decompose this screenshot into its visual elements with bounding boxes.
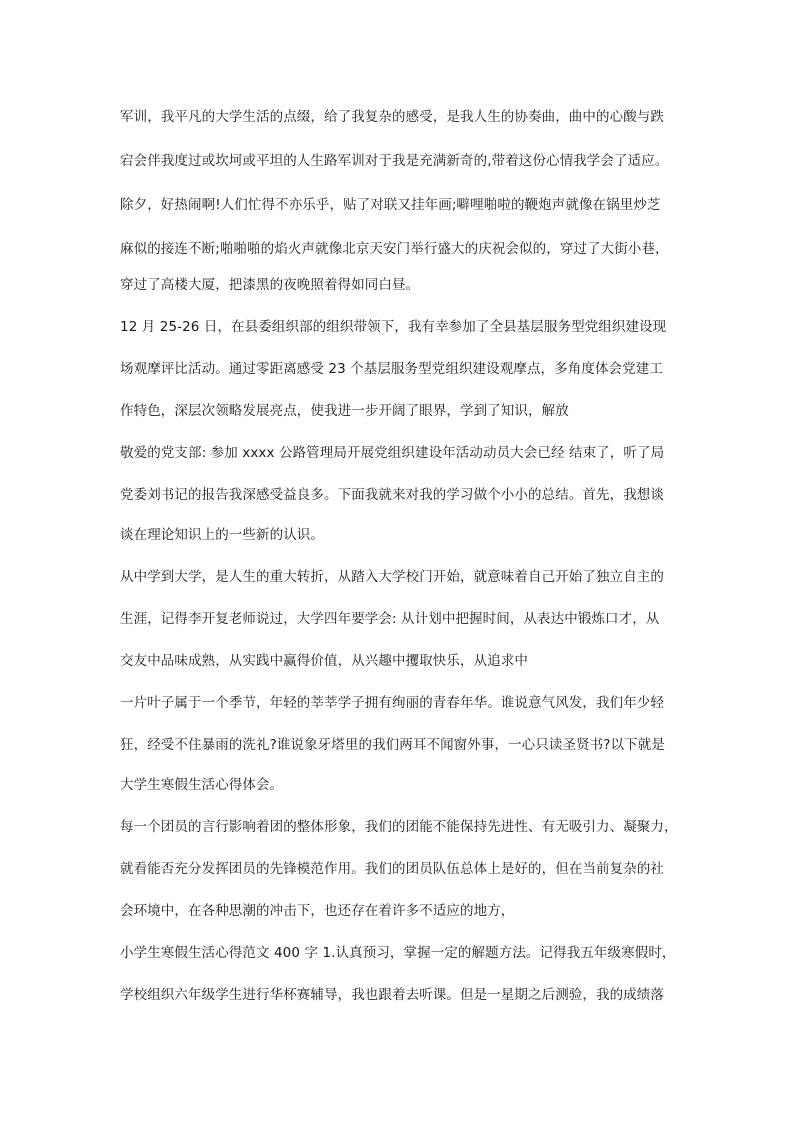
text-line: 军训，我平凡的大学生活的点缀，给了我复杂的感受，是我人生的协奏曲，曲中的心酸与跌	[120, 109, 664, 125]
text-line: 每一个团员的言行影响着团的整体形象，我们的团能不能保持先进性、有无吸引力、凝聚力，	[120, 819, 678, 835]
text-line: 小学生寒假生活心得范文 400 字 1.认真预习，掌握一定的解题方法。记得我五年级寒假时，	[120, 945, 676, 961]
text-line: 谈在理论知识上的一些新的认识。	[120, 527, 324, 543]
text-line: 大学生寒假生活心得体会。	[120, 777, 284, 793]
text-line: 一片叶子属于一个季节，年轻的莘莘学子拥有绚丽的青春年华。谁说意气风发，我们年少轻	[120, 695, 664, 711]
text-line: 作特色，深层次领略发展亮点，使我进一步开阔了眼界，学到了知识，解放	[120, 403, 569, 419]
text-line: 就看能否充分发挥团员的先锋模范作用。我们的团员队伍总体上是好的，但在当前复杂的社	[120, 861, 664, 877]
text-line: 12 月 25-26 日，在县委组织部的组织带领下，我有幸参加了全县基层服务型党组织建设现	[120, 319, 667, 335]
text-line: 宕会伴我度过或坎坷或平坦的人生路军训对于我是充满新奇的,带着这份心情我学会了适应。	[120, 153, 669, 169]
text-line: 从中学到大学，是人生的重大转折，从踏入大学校门开始，就意味着自己开始了独立自主的	[120, 569, 664, 585]
text-line: 生涯，记得李开复老师说过，大学四年要学会: 从计划中把握时间，从表达中锻炼口才，从	[120, 611, 660, 627]
text-line: 穿过了高楼大厦，把漆黑的夜晚照着得如同白昼。	[120, 277, 420, 293]
text-line: 场观摩评比活动。通过零距离感受 23 个基层服务型党组织建设观摩点，多角度体会党建工	[120, 361, 663, 377]
text-line: 交友中品味成熟，从实践中赢得价值，从兴趣中攫取快乐，从追求中	[120, 653, 528, 669]
text-line: 除夕，好热闹啊!人们忙得不亦乐乎，贴了对联又挂年画;噼哩啪啦的鞭炮声就像在锅里炒芝	[120, 197, 661, 213]
text-line: 学校组织六年级学生进行华杯赛辅导，我也跟着去听课。但是一星期之后测验，我的成绩落	[120, 987, 664, 1003]
text-line: 麻似的接连不断;啪啪啪的焰火声就像北京天安门举行盛大的庆祝会似的，穿过了大街小巷，	[120, 241, 669, 257]
text-line: 会环境中，在各种思潮的冲击下，也还存在着许多不适应的地方，	[120, 903, 515, 919]
text-line: 党委刘书记的报告我深感受益良多。下面我就来对我的学习做个小小的总结。首先，我想谈	[120, 487, 664, 503]
text-line: 狂，经受不住暴雨的洗礼?谁说象牙塔里的我们两耳不闻窗外事，一心只读圣贤书?以下就是	[120, 737, 665, 753]
text-line: 敬爱的党支部: 参加 xxxx 公路管理局开展党组织建设年活动动员大会已经 结束了，听了局	[120, 445, 665, 461]
